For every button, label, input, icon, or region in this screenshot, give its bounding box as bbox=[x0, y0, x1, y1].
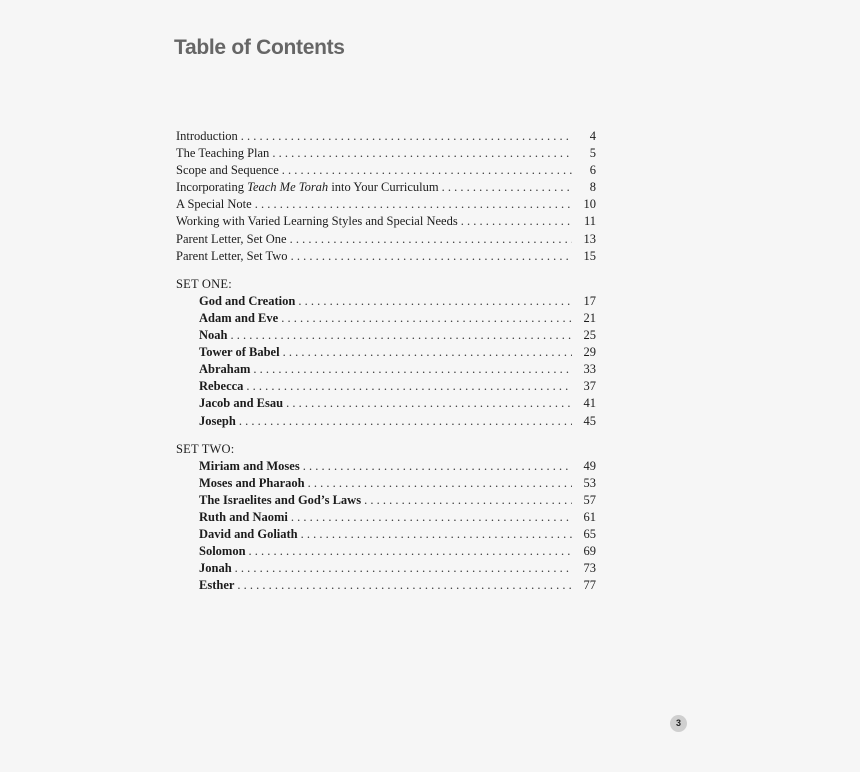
toc-entry-page: 17 bbox=[583, 293, 596, 308]
toc-entry-introduction bbox=[176, 128, 596, 145]
toc-entry-page: 25 bbox=[583, 328, 596, 343]
toc-entry-page: 21 bbox=[583, 310, 596, 325]
toc-entry-page: 57 bbox=[583, 492, 596, 507]
dot-leader bbox=[461, 213, 572, 230]
toc-entry-title: Abraham bbox=[199, 362, 251, 377]
toc-entry-title bbox=[176, 179, 439, 196]
toc-entry-page: 41 bbox=[583, 396, 596, 411]
page-title: Table of Contents bbox=[174, 36, 345, 59]
toc-entry-page: 8 bbox=[589, 180, 596, 195]
toc-entry bbox=[176, 378, 596, 395]
toc-entry bbox=[176, 560, 596, 577]
toc-entry-title: Jacob and Esau bbox=[199, 396, 284, 411]
toc-entry bbox=[176, 293, 596, 310]
toc-entry-title: Introduction bbox=[176, 129, 238, 143]
toc-entry bbox=[176, 543, 596, 560]
dot-leader bbox=[253, 361, 572, 378]
toc-entry-page: 77 bbox=[583, 578, 596, 593]
toc-entry bbox=[176, 361, 596, 378]
table-of-contents bbox=[176, 128, 596, 594]
section-heading-set-two: SET TWO: bbox=[176, 441, 235, 456]
dot-leader bbox=[282, 162, 572, 179]
toc-entry-title: Moses and Pharaoh bbox=[199, 475, 305, 490]
dot-leader bbox=[308, 475, 572, 492]
toc-entry-page: 73 bbox=[583, 561, 596, 576]
toc-entry bbox=[176, 509, 596, 526]
toc-entry-title-part: into Your Curriculum bbox=[328, 180, 439, 195]
toc-entry-page: 45 bbox=[583, 413, 596, 428]
toc-entry-page: 49 bbox=[583, 458, 596, 473]
dot-leader bbox=[237, 577, 572, 594]
toc-entry-title-part: Incorporating bbox=[176, 180, 248, 195]
toc-entry bbox=[176, 492, 596, 509]
toc-entry-title: Parent Letter, Set One bbox=[176, 231, 287, 246]
toc-entry-title: Rebecca bbox=[199, 379, 244, 394]
toc-entry-learning-styles bbox=[176, 213, 596, 230]
dot-leader bbox=[290, 231, 572, 248]
dot-leader bbox=[364, 492, 572, 509]
dot-leader bbox=[281, 310, 572, 327]
toc-entry bbox=[176, 310, 596, 327]
toc-entry-title: Adam and Eve bbox=[199, 310, 279, 325]
toc-entry-scope-and-sequence bbox=[176, 162, 596, 179]
dot-leader bbox=[246, 378, 572, 395]
toc-entry-title: Ruth and Naomi bbox=[199, 509, 288, 524]
toc-entry-title: Jonah bbox=[199, 561, 232, 576]
toc-entry-title: Tower of Babel bbox=[199, 345, 280, 360]
toc-entry-page: 65 bbox=[583, 527, 596, 542]
toc-entry-teaching-plan bbox=[176, 145, 596, 162]
toc-entry bbox=[176, 327, 596, 344]
dot-leader bbox=[286, 395, 572, 412]
toc-entry-page: 15 bbox=[583, 248, 596, 263]
dot-leader bbox=[283, 344, 572, 361]
toc-entry bbox=[176, 458, 596, 475]
toc-entry bbox=[176, 413, 596, 430]
toc-entry-title: Parent Letter, Set Two bbox=[176, 248, 288, 263]
dot-leader bbox=[303, 458, 572, 475]
toc-entry-title: Noah bbox=[199, 328, 228, 343]
dot-leader bbox=[249, 543, 572, 560]
toc-entry-title: Solomon bbox=[199, 544, 246, 559]
toc-entry-title: The Teaching Plan bbox=[176, 146, 270, 161]
toc-entry bbox=[176, 395, 596, 412]
toc-entry-page: 10 bbox=[583, 197, 596, 212]
toc-entry-title: Joseph bbox=[199, 413, 236, 428]
dot-leader bbox=[255, 196, 572, 213]
dot-leader bbox=[301, 526, 572, 543]
dot-leader bbox=[235, 560, 572, 577]
toc-entry-title: The Israelites and God’s Laws bbox=[199, 492, 362, 507]
dot-leader bbox=[241, 128, 572, 145]
toc-entry-incorporating bbox=[176, 179, 596, 196]
toc-entry-page: 5 bbox=[589, 146, 596, 161]
dot-leader bbox=[298, 293, 572, 310]
dot-leader bbox=[230, 327, 572, 344]
toc-entry bbox=[176, 475, 596, 492]
toc-entry bbox=[176, 577, 596, 594]
toc-entry-page: 13 bbox=[583, 231, 596, 246]
toc-entry-title: Miriam and Moses bbox=[199, 458, 300, 473]
toc-entry-parent-letter-two bbox=[176, 248, 596, 265]
toc-entry-title: God and Creation bbox=[199, 293, 296, 308]
toc-entry-title: Working with Varied Learning Styles and Special Needs bbox=[176, 214, 458, 229]
toc-entry-page: 4 bbox=[589, 129, 596, 143]
toc-entry-page: 53 bbox=[583, 475, 596, 490]
dot-leader bbox=[442, 179, 572, 196]
toc-entry bbox=[176, 344, 596, 361]
toc-entry-parent-letter-one bbox=[176, 231, 596, 248]
section-heading-set-one: SET ONE: bbox=[176, 276, 232, 291]
toc-entry-page: 37 bbox=[583, 379, 596, 394]
book-title: Teach Me Torah bbox=[247, 180, 329, 195]
toc-entry-page: 69 bbox=[583, 544, 596, 559]
toc-entry bbox=[176, 526, 596, 543]
dot-leader bbox=[239, 413, 572, 430]
toc-entry-title: A Special Note bbox=[176, 197, 252, 212]
toc-entry-title: David and Goliath bbox=[199, 527, 298, 542]
toc-entry-page: 11 bbox=[583, 214, 596, 229]
toc-entry-page: 61 bbox=[583, 509, 596, 524]
toc-entry-title: Scope and Sequence bbox=[176, 163, 279, 178]
toc-entry-page: 6 bbox=[589, 163, 596, 178]
toc-entry-special-note bbox=[176, 196, 596, 213]
dot-leader bbox=[291, 248, 572, 265]
page-number-badge: 3 bbox=[670, 715, 687, 732]
dot-leader bbox=[291, 509, 572, 526]
toc-entry-page: 33 bbox=[583, 362, 596, 377]
dot-leader bbox=[272, 145, 572, 162]
toc-entry-page: 29 bbox=[583, 345, 596, 360]
toc-entry-title: Esther bbox=[199, 578, 235, 593]
